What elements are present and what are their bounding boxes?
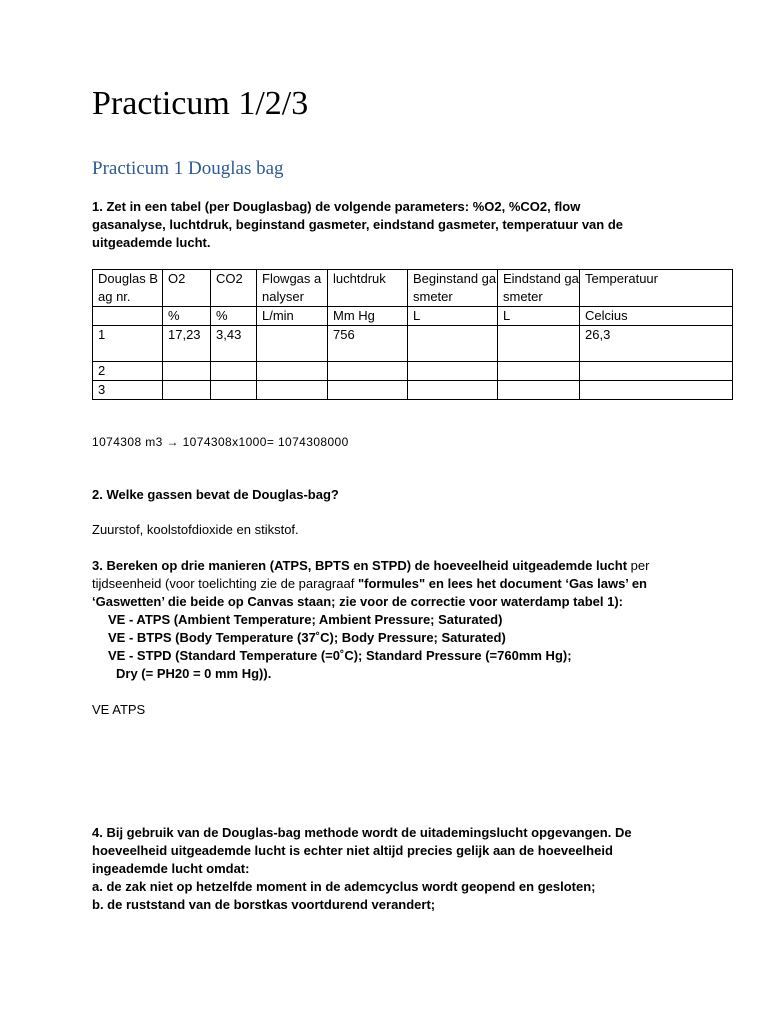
arrow-right-icon: →	[166, 435, 179, 449]
table-cell: L	[408, 307, 498, 326]
table-cell	[163, 362, 211, 381]
table-cell	[580, 381, 733, 400]
section-heading: Practicum 1 Douglas bag	[92, 158, 284, 179]
table-cell: 756	[328, 326, 408, 362]
table-cell	[328, 381, 408, 400]
table-row	[93, 326, 733, 362]
table-cell	[163, 381, 211, 400]
ve-atps-label: VE ATPS	[92, 702, 146, 717]
table-cell: 3,43	[211, 326, 257, 362]
q3-quoted: "formules"	[357, 576, 426, 591]
table-cell	[257, 362, 328, 381]
q3-item-atps: VE - ATPS (Ambient Temperature; Ambient Pressure; Saturated)	[108, 612, 503, 627]
table-header-cell: Flowgas analyser	[257, 270, 328, 307]
table-cell	[211, 381, 257, 400]
table-cell: %	[163, 307, 211, 326]
table-units-row	[93, 307, 733, 326]
q3-intro-bold: 3. Bereken op drie manieren (ATPS, BPTS en STPD) de hoeveelheid uitgeademde lucht	[92, 558, 628, 573]
table-cell: 26,3	[580, 326, 733, 362]
table-cell	[408, 381, 498, 400]
q3-item-btps: VE - BTPS (Body Temperature (37˚C); Body Pressure; Saturated)	[108, 630, 506, 645]
table-cell	[211, 362, 257, 381]
table-header-cell: Temperatuur	[580, 270, 733, 307]
q3-dry: Dry (= PH20 = 0 mm Hg)).	[116, 666, 272, 681]
table-header-cell: Eindstand gasmeter	[498, 270, 580, 307]
q3-intro-normal: per tijdseenheid (voor toelichting zie de paragraaf	[92, 558, 650, 591]
table-cell	[498, 381, 580, 400]
table-cell: %	[211, 307, 257, 326]
q4-intro: 4. Bij gebruik van de Douglas-bag methode wordt de uitademingslucht opgevangen. De hoeveelheid uitgeademde lucht is echter niet altijd precies gelijk aan de hoeveelheid ingeademde lucht omdat:	[92, 825, 632, 876]
table-cell	[580, 362, 733, 381]
answer-2: Zuurstof, koolstofdioxide en stikstof.	[92, 522, 299, 537]
table-cell: 1	[93, 326, 163, 362]
table-row	[93, 381, 733, 400]
question-3	[92, 557, 692, 683]
table-cell	[408, 362, 498, 381]
table-cell: Celcius	[580, 307, 733, 326]
q3-item-stpd: VE - STPD (Standard Temperature (=0˚C); Standard Pressure (=760mm Hg);	[108, 648, 572, 663]
table-cell	[498, 362, 580, 381]
table-header-cell: CO2	[211, 270, 257, 307]
table-header-cell: Beginstand gasmeter	[408, 270, 498, 307]
question-4	[92, 824, 652, 914]
q4-item-b: b. de ruststand van de borstkas voortdurend verandert;	[92, 897, 436, 912]
table-cell	[328, 362, 408, 381]
table-cell: L/min	[257, 307, 328, 326]
table-cell: L	[498, 307, 580, 326]
question-1: 1. Zet in een tabel (per Douglasbag) de volgende parameters: %O2, %CO2, flow gasanalyse, luchtdruk, beginstand gasmeter, eindstand gasmeter, temperatuur van de uitgeademde lucht.	[92, 199, 624, 250]
table-cell	[257, 326, 328, 362]
table-cell	[93, 307, 163, 326]
volume-conversion	[92, 433, 349, 451]
table-header-cell: Douglas Bag nr.	[93, 270, 163, 307]
douglas-bag-table	[92, 269, 733, 400]
table-header-cell: O2	[163, 270, 211, 307]
table-cell: 3	[93, 381, 163, 400]
question-2: 2. Welke gassen bevat de Douglas-bag?	[92, 487, 339, 502]
volume-right: 1074308x1000= 1074308000	[182, 435, 349, 449]
q3-intro-rest: en lees het document ‘Gas laws’ en ‘Gaswetten’ die beide op Canvas staan; zie voor de correctie voor waterdamp tabel 1):	[92, 576, 647, 609]
table-row	[93, 362, 733, 381]
page-title: Practicum 1/2/3	[92, 85, 309, 122]
table-cell	[498, 326, 580, 362]
table-cell	[257, 381, 328, 400]
table-cell	[408, 326, 498, 362]
volume-left: 1074308 m3	[92, 435, 163, 449]
q4-item-a: a. de zak niet op hetzelfde moment in de ademcyclus wordt geopend en gesloten;	[92, 879, 596, 894]
table-cell: Mm Hg	[328, 307, 408, 326]
table-header-row	[93, 270, 733, 307]
table-header-cell: luchtdruk	[328, 270, 408, 307]
table-cell: 17,23	[163, 326, 211, 362]
table-cell: 2	[93, 362, 163, 381]
